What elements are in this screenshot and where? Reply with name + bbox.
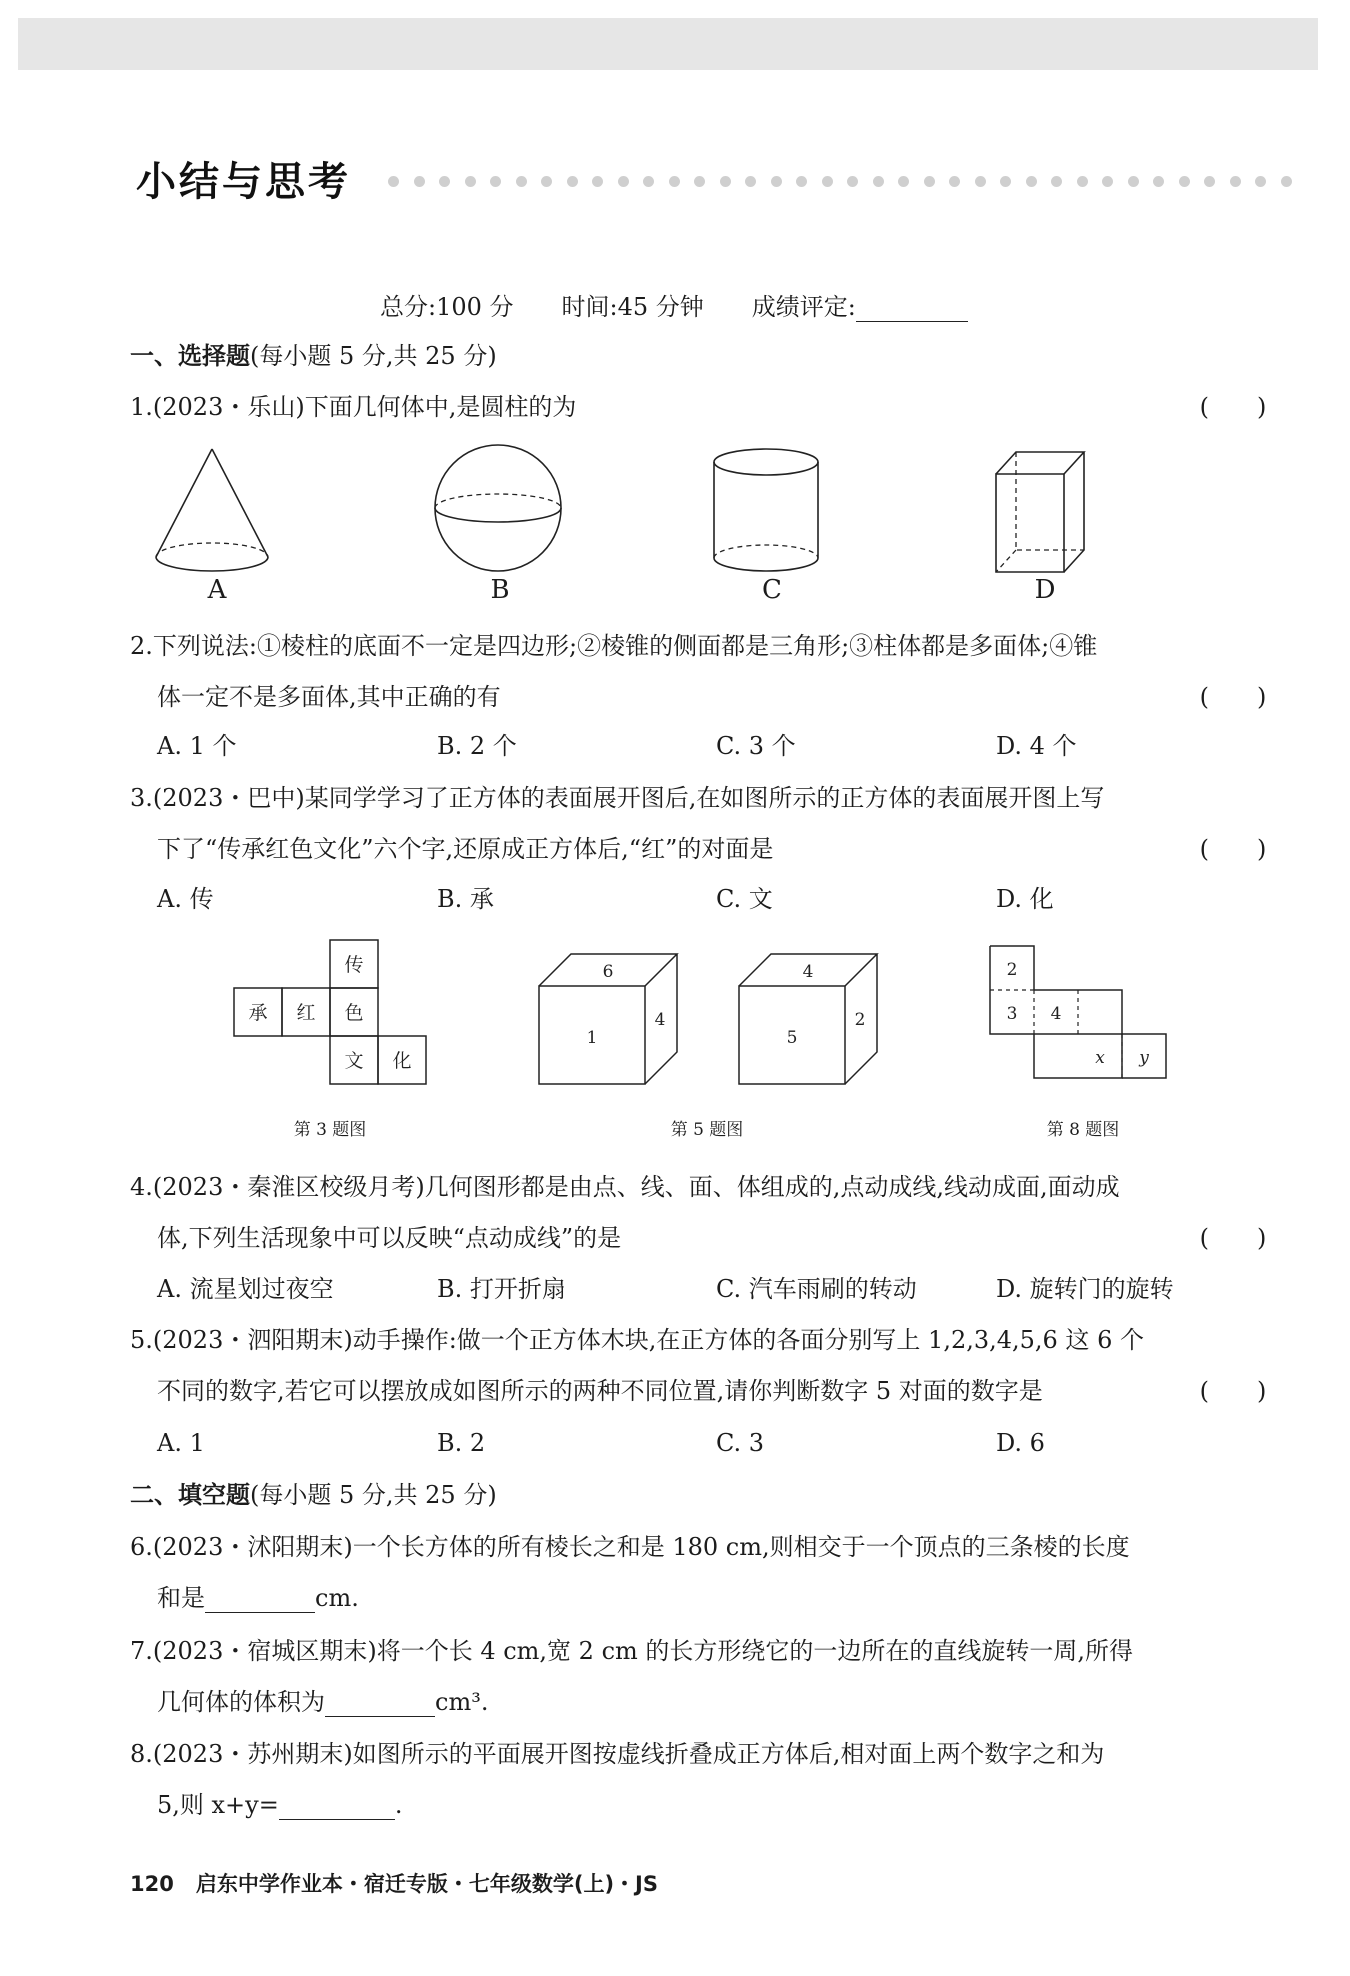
rule-dot bbox=[669, 176, 680, 187]
grade-blank bbox=[856, 295, 968, 322]
page-footer bbox=[130, 1868, 658, 1898]
net8-cell-4: 4 bbox=[1050, 1004, 1062, 1024]
prism-figure bbox=[994, 450, 1094, 580]
page-title: 小结与思考 bbox=[136, 159, 351, 205]
cube1-top-number: 6 bbox=[602, 962, 614, 982]
rule-dot bbox=[745, 176, 756, 187]
rule-dot bbox=[1051, 176, 1062, 187]
q2-option-b: B. 2 个 bbox=[437, 732, 517, 760]
rule-dot bbox=[847, 176, 858, 187]
q3-option-b: B. 承 bbox=[437, 885, 494, 913]
rule-dot bbox=[1026, 176, 1037, 187]
rule-dot bbox=[694, 176, 705, 187]
rule-dot bbox=[388, 176, 399, 187]
rule-dot bbox=[643, 176, 654, 187]
answer-paren-q1: ( ) bbox=[1199, 393, 1267, 421]
question-3-line-1: 3.(2023・巴中)某同学学习了正方体的表面展开图后,在如图所示的正方体的表面展开图上写 bbox=[130, 784, 1105, 812]
answer-paren-q5: ( ) bbox=[1199, 1377, 1267, 1405]
q5-cube-1 bbox=[537, 952, 687, 1087]
rule-dot bbox=[541, 176, 552, 187]
net8-cell-3: 3 bbox=[1006, 1004, 1018, 1024]
rule-dot bbox=[1204, 176, 1215, 187]
net-char-hua: 化 bbox=[392, 1050, 412, 1072]
option-label-c: C bbox=[762, 575, 782, 605]
q5-option-a: A. 1 bbox=[157, 1429, 205, 1457]
section-two-heading: 二、填空题(每小题 5 分,共 25 分) bbox=[130, 1481, 497, 1509]
rule-dot bbox=[1077, 176, 1088, 187]
rule-dot bbox=[898, 176, 909, 187]
rule-dot bbox=[720, 176, 731, 187]
q2-option-d: D. 4 个 bbox=[996, 732, 1077, 760]
q3-cube-net bbox=[232, 940, 432, 1085]
cube2-front-number: 5 bbox=[786, 1028, 798, 1048]
question-7-line-1: 7.(2023・宿城区期末)将一个长 4 cm,宽 2 cm 的长方形绕它的一边所在的直线旋转一周,所得 bbox=[130, 1637, 1134, 1665]
page-number: 120 bbox=[130, 1872, 174, 1896]
rule-dot bbox=[1128, 176, 1139, 187]
sphere-figure bbox=[434, 445, 569, 575]
question-2-line-1: 2.下列说法:①棱柱的底面不一定是四边形;②棱锥的侧面都是三角形;③柱体都是多面体;④锥 bbox=[130, 632, 1098, 660]
question-2-line-2: 体一定不是多面体,其中正确的有 bbox=[157, 683, 501, 711]
q5-option-c: C. 3 bbox=[716, 1429, 765, 1457]
q3-option-c: C. 文 bbox=[716, 885, 773, 913]
cube2-top-number: 4 bbox=[802, 962, 814, 982]
cube1-front-number: 1 bbox=[586, 1028, 598, 1048]
score-line: 总分:100 分 时间:45 分钟 成绩评定: bbox=[380, 292, 968, 322]
net-char-hong: 红 bbox=[296, 1002, 316, 1024]
net8-cell-y: y bbox=[1139, 1048, 1149, 1068]
q3-option-a: A. 传 bbox=[157, 885, 214, 913]
figure-caption-q8: 第 8 题图 bbox=[1046, 1120, 1120, 1140]
figure-caption-q5: 第 5 题图 bbox=[670, 1120, 744, 1140]
rule-dot bbox=[516, 176, 527, 187]
q3-option-d: D. 化 bbox=[996, 885, 1054, 913]
rule-dot bbox=[414, 176, 425, 187]
rule-dot bbox=[465, 176, 476, 187]
rule-dot bbox=[567, 176, 578, 187]
section-one-heading: 一、选择题(每小题 5 分,共 25 分) bbox=[130, 342, 497, 370]
rule-dot bbox=[1102, 176, 1113, 187]
answer-paren-q2: ( ) bbox=[1199, 683, 1267, 711]
top-scan-band bbox=[18, 18, 1318, 70]
rule-dot bbox=[592, 176, 603, 187]
q4-option-d: D. 旋转门的旋转 bbox=[996, 1275, 1174, 1303]
cube1-right-number: 4 bbox=[654, 1010, 666, 1030]
question-3-line-2: 下了“传承红色文化”六个字,还原成正方体后,“红”的对面是 bbox=[157, 835, 774, 863]
rule-dot bbox=[1230, 176, 1241, 187]
q5-option-b: B. 2 bbox=[437, 1429, 486, 1457]
answer-paren-q4: ( ) bbox=[1199, 1224, 1267, 1252]
net-char-wen: 文 bbox=[344, 1050, 364, 1072]
rule-dot bbox=[1000, 176, 1011, 187]
option-label-b: B bbox=[490, 575, 510, 605]
rule-dot bbox=[796, 176, 807, 187]
q7-answer-blank[interactable] bbox=[325, 1690, 435, 1717]
net8-cell-x: x bbox=[1095, 1048, 1105, 1068]
question-4-line-2: 体,下列生活现象中可以反映“点动成线”的是 bbox=[157, 1224, 622, 1252]
question-8-line-2: 5,则 x+y= . bbox=[157, 1791, 403, 1819]
rule-dot bbox=[771, 176, 782, 187]
answer-paren-q3: ( ) bbox=[1199, 835, 1267, 863]
figure-caption-q3: 第 3 题图 bbox=[293, 1120, 367, 1140]
net8-cell-2: 2 bbox=[1006, 960, 1018, 980]
net-char-se: 色 bbox=[344, 1002, 364, 1024]
cylinder-figure bbox=[712, 448, 832, 578]
question-1-text: 1.(2023・乐山)下面几何体中,是圆柱的为 bbox=[130, 393, 577, 421]
rule-dot bbox=[822, 176, 833, 187]
rule-dot bbox=[924, 176, 935, 187]
book-title: 启东中学作业本・宿迁专版・七年级数学(上)・JS bbox=[195, 1872, 658, 1896]
question-6-line-1: 6.(2023・沭阳期末)一个长方体的所有棱长之和是 180 cm,则相交于一个顶点的三条棱的长度 bbox=[130, 1533, 1130, 1561]
q8-cube-net bbox=[988, 944, 1183, 1084]
cone-figure bbox=[150, 445, 280, 575]
q5-cube-2 bbox=[737, 952, 887, 1087]
rule-dot bbox=[873, 176, 884, 187]
rule-dot bbox=[439, 176, 450, 187]
net-char-cheng: 承 bbox=[248, 1002, 268, 1024]
q4-option-b: B. 打开折扇 bbox=[437, 1275, 566, 1303]
net-char-chuan: 传 bbox=[344, 954, 364, 976]
question-8-line-1: 8.(2023・苏州期末)如图所示的平面展开图按虚线折叠成正方体后,相对面上两个数字之和为 bbox=[130, 1740, 1105, 1768]
rule-dot bbox=[949, 176, 960, 187]
rule-dot bbox=[1179, 176, 1190, 187]
rule-dot bbox=[975, 176, 986, 187]
q4-option-a: A. 流星划过夜空 bbox=[157, 1275, 334, 1303]
option-label-a: A bbox=[207, 575, 227, 605]
q6-answer-blank[interactable] bbox=[205, 1586, 315, 1613]
q2-option-c: C. 3 个 bbox=[716, 732, 796, 760]
question-4-line-1: 4.(2023・秦淮区校级月考)几何图形都是由点、线、面、体组成的,点动成线,线动成面,面动成 bbox=[130, 1173, 1120, 1201]
cube2-right-number: 2 bbox=[854, 1010, 866, 1030]
question-5-line-2: 不同的数字,若它可以摆放成如图所示的两种不同位置,请你判断数字 5 对面的数字是 bbox=[157, 1377, 1043, 1405]
q5-option-d: D. 6 bbox=[996, 1429, 1045, 1457]
q4-option-c: C. 汽车雨刷的转动 bbox=[716, 1275, 917, 1303]
q2-option-a: A. 1 个 bbox=[157, 732, 237, 760]
rule-dot bbox=[1255, 176, 1266, 187]
rule-dot bbox=[1153, 176, 1164, 187]
rule-dot bbox=[1281, 176, 1292, 187]
rule-dot bbox=[490, 176, 501, 187]
question-5-line-1: 5.(2023・泗阳期末)动手操作:做一个正方体木块,在正方体的各面分别写上 1,2,3,4,5,6 这 6 个 bbox=[130, 1326, 1144, 1354]
q8-answer-blank[interactable] bbox=[279, 1793, 395, 1820]
title-dotted-rule bbox=[388, 172, 1308, 186]
option-label-d: D bbox=[1034, 575, 1056, 605]
question-6-line-2: 和是 cm. bbox=[157, 1584, 359, 1612]
question-7-line-2: 几何体的体积为 cm³. bbox=[157, 1688, 489, 1716]
rule-dot bbox=[618, 176, 629, 187]
